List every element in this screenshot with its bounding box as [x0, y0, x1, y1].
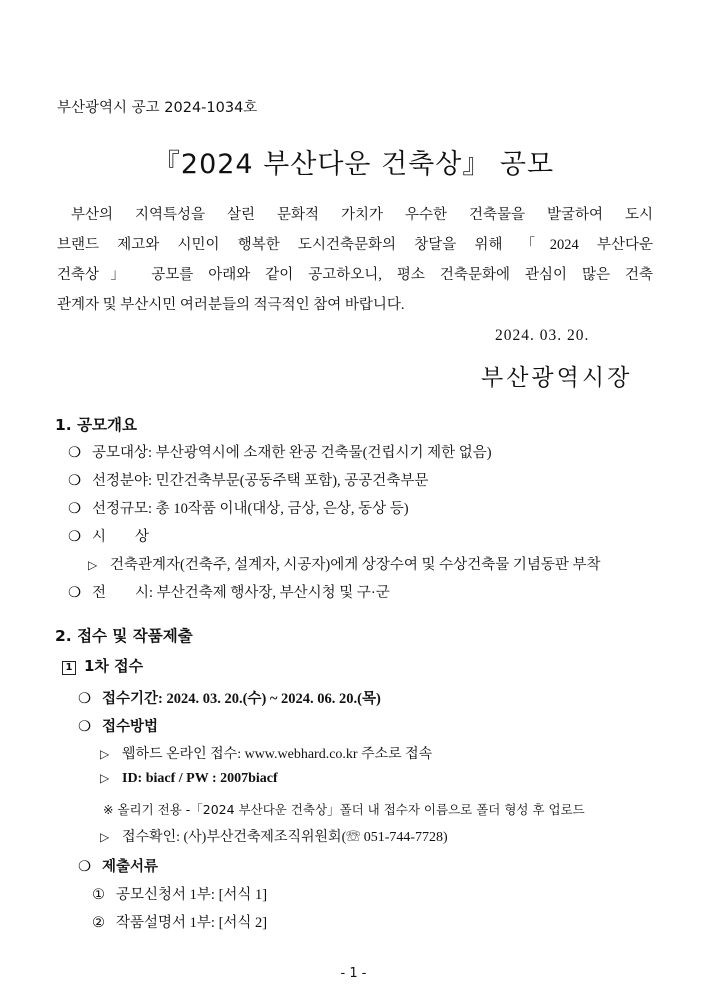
document-entry — [92, 911, 267, 932]
notice-date: 2024. 03. 20. — [495, 327, 590, 344]
notice-number: 부산광역시 공고 2024-1034호 — [57, 100, 258, 116]
document-title: 『2024 부산다운 건축상』 공모 — [152, 149, 555, 180]
triangle-marker-icon: ▷ — [100, 771, 110, 785]
intro-paragraph — [57, 200, 653, 320]
circled-number: ① — [92, 887, 105, 903]
method-line — [100, 771, 278, 787]
list-item — [68, 581, 390, 602]
intro-line: 부산의 지역특성을 살린 문화적 가치가 우수한 건축물을 발굴하여 도시 — [71, 207, 653, 223]
triangle-marker-icon: ▷ — [88, 558, 98, 572]
circle-bullet-icon: ❍ — [78, 859, 91, 875]
method-text: 웹하드 온라인 접수: www.webhard.co.kr 주소로 접속 — [122, 747, 433, 762]
circled-number: ② — [92, 915, 105, 931]
page-number: - 1 - — [340, 966, 367, 981]
list-item — [68, 469, 428, 490]
period-text: 접수기간: 2024. 03. 20.(수) ~ 2024. 06. 20.(목) — [102, 691, 381, 707]
list-item — [68, 497, 409, 518]
step-title: 1차 접수 — [84, 657, 144, 675]
intro-line: 브랜드 제고와 시민이 행복한 도시건축문화의 창달을 위해 「2024 부산다운 — [57, 237, 653, 253]
list-item — [68, 441, 492, 462]
method-note: ※ 올리기 전용 -「2024 부산다운 건축상」폴더 내 접수자 이름으로 폴더 형성 후 업로드 — [103, 802, 585, 817]
document-entry — [92, 883, 267, 904]
circle-bullet-icon: ❍ — [78, 719, 91, 735]
step-heading — [62, 655, 143, 676]
circle-bullet-icon: ❍ — [68, 473, 81, 489]
period-item — [78, 687, 381, 708]
documents-label: 제출서류 — [102, 859, 159, 875]
issuer-name: 부산광역시장 — [481, 365, 633, 391]
item-text: 전 시: 부산건축제 행사장, 부산시청 및 구·군 — [92, 585, 390, 601]
circle-bullet-icon: ❍ — [68, 445, 81, 461]
method-text: ID: biacf / PW : 2007biacf — [122, 771, 278, 786]
contact-text: 접수확인: (사)부산건축제조직위원회(☏ 051-744-7728) — [122, 830, 448, 845]
document-text: 작품설명서 1부: [서식 2] — [116, 915, 268, 931]
item-text: 공모대상: 부산광역시에 소재한 완공 건축물(건립시기 제한 없음) — [92, 445, 492, 461]
circle-bullet-icon: ❍ — [68, 585, 81, 601]
list-item — [68, 525, 149, 546]
circle-bullet-icon: ❍ — [68, 501, 81, 517]
boxed-number-icon: 1 — [62, 661, 76, 675]
award-text: 건축관계자(건축주, 설계자, 시공자)에게 상장수여 및 수상건축물 기념동판 부착 — [110, 557, 601, 573]
documents-item — [78, 855, 158, 876]
award-detail — [88, 553, 601, 574]
document-text: 공모신청서 1부: [서식 1] — [116, 887, 268, 903]
intro-line: 관계자 및 부산시민 여러분들의 적극적인 참여 바랍니다. — [57, 297, 405, 313]
section-2-title: 2. 접수 및 작품제출 — [55, 627, 193, 645]
method-label: 접수방법 — [102, 719, 159, 735]
intro-line: 건축상」 공모를 아래와 같이 공고하오니, 평소 건축문화에 관심이 많은 건축 — [57, 267, 653, 283]
triangle-marker-icon: ▷ — [100, 830, 110, 844]
triangle-marker-icon: ▷ — [100, 747, 110, 761]
item-text: 선정분야: 민간건축부문(공동주택 포함), 공공건축부문 — [92, 473, 429, 489]
item-text: 시 상 — [92, 529, 150, 545]
method-item — [78, 715, 158, 736]
contact-line — [100, 826, 448, 846]
method-line — [100, 743, 432, 763]
item-text: 선정규모: 총 10작품 이내(대상, 금상, 은상, 동상 등) — [92, 501, 409, 517]
section-1-title: 1. 공모개요 — [55, 416, 137, 434]
circle-bullet-icon: ❍ — [78, 691, 91, 707]
circle-bullet-icon: ❍ — [68, 529, 81, 545]
